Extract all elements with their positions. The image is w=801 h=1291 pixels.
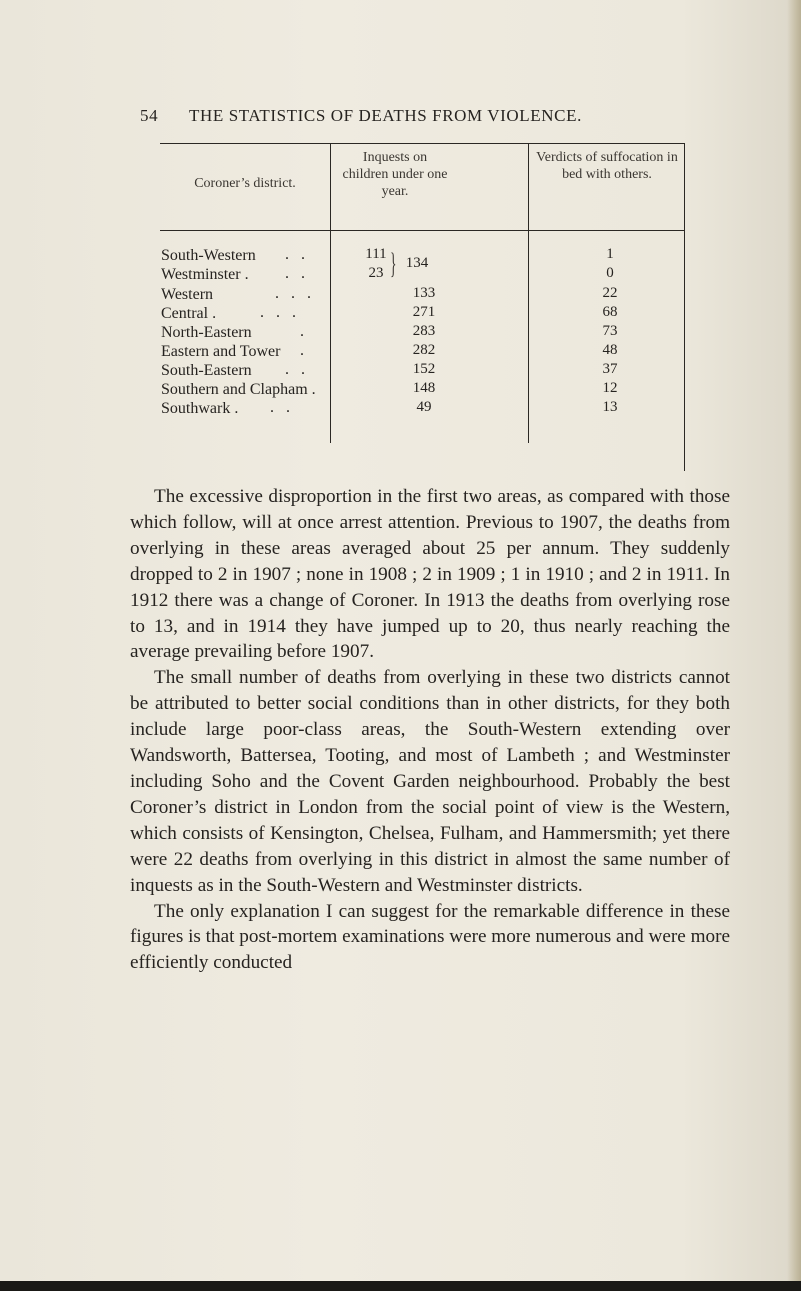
inquests-value: 23 (368, 265, 384, 281)
verdicts-value: 68 (602, 304, 618, 320)
district-name: Eastern and Tower (161, 343, 281, 360)
inquests-value: 111 (365, 246, 387, 262)
header-inquests: Inquests on children under one year. (342, 150, 448, 199)
table-right-rule (684, 143, 685, 471)
page-number: 54 (140, 106, 159, 125)
district-name: South-Western (161, 247, 256, 264)
running-title: THE STATISTICS OF DEATHS FROM VIOLENCE. (189, 106, 582, 125)
combined-total: 134 (405, 255, 429, 271)
column-rule-1 (330, 143, 331, 443)
district-name: Central . (161, 305, 217, 322)
body-text (130, 484, 730, 976)
leader-dots: . . (270, 399, 290, 416)
coroner-table (160, 143, 685, 471)
leader-dots: . . (285, 246, 305, 263)
district-name: North-Eastern (161, 324, 252, 341)
inquests-value: 152 (412, 361, 436, 377)
header-verdicts: Verdicts of suffocation in bed with others. (536, 150, 678, 182)
verdicts-value: 1 (606, 246, 614, 262)
inquests-value: 283 (412, 323, 436, 339)
district-name: Southern and Clapham . (161, 381, 316, 398)
inquests-value: 148 (412, 380, 436, 396)
table-top-rule (160, 143, 685, 144)
header-district: Coroner’s district. (194, 176, 296, 191)
verdicts-value: 13 (602, 399, 618, 415)
table-header-rule (160, 230, 685, 231)
verdicts-value: 73 (602, 323, 618, 339)
leader-dots: . (300, 323, 304, 340)
inquests-value: 271 (412, 304, 436, 320)
district-name: Westminster . (161, 266, 249, 283)
verdicts-value: 37 (602, 361, 618, 377)
leader-dots: . (300, 342, 304, 359)
inquests-value: 282 (412, 342, 436, 358)
inquests-value: 133 (412, 285, 436, 301)
inquests-value: 49 (416, 399, 432, 415)
grouping-brace: } (389, 247, 397, 280)
paragraph: The small number of deaths from overlying in these two districts cannot be attributed to better social conditions than in other districts, for they both include large poor-class areas, the South-Western extending over Wandsworth, Battersea, Tooting, and most of Lambeth ; and Westminster including Soho and the Covent Garden neighbourhood. Probably the best Coroner’s district in London from the social point of view is the Western, which consists of Kensington, Chelsea, Fulham, and Hammersmith; yet there were 22 deaths from overlying in this district in almost the same number of inquests as in the South-Western and Westminster districts. (130, 667, 730, 896)
column-rule-2 (528, 143, 529, 443)
leader-dots: . . (285, 361, 305, 378)
verdicts-value: 22 (602, 285, 618, 301)
paragraph: The excessive disproportion in the first two areas, as compared with those which follow, will at once arrest attention. Previous to 1907, the deaths from overlying in these areas averaged about 25 per annum. They suddenly dropped to 2 in 1907 ; none in 1908 ; 2 in 1909 ; 1 in 1910 ; and 2 in 1911. In 1912 there was a change of Coroner. In 1913 the deaths from overlying rose to 13, and in 1914 they have jumped up to 20, thus nearly reaching the average prevailing before 1907. (130, 486, 730, 663)
verdicts-value: 48 (602, 342, 618, 358)
leader-dots: . . . (275, 285, 311, 302)
verdicts-value: 0 (606, 265, 614, 281)
leader-dots: . . (285, 265, 305, 282)
page-bottom-edge (0, 1281, 801, 1291)
district-name: Western (161, 286, 214, 303)
page-edge-shadow (787, 0, 801, 1291)
leader-dots: . . . (260, 304, 296, 321)
district-name: South-Eastern (161, 362, 252, 379)
paragraph: The only explanation I can suggest for the remarkable difference in these figures is that post-mortem examinations were more numerous and were more efficiently conducted (130, 900, 730, 974)
verdicts-value: 12 (602, 380, 618, 396)
district-name: Southwark . (161, 400, 239, 417)
